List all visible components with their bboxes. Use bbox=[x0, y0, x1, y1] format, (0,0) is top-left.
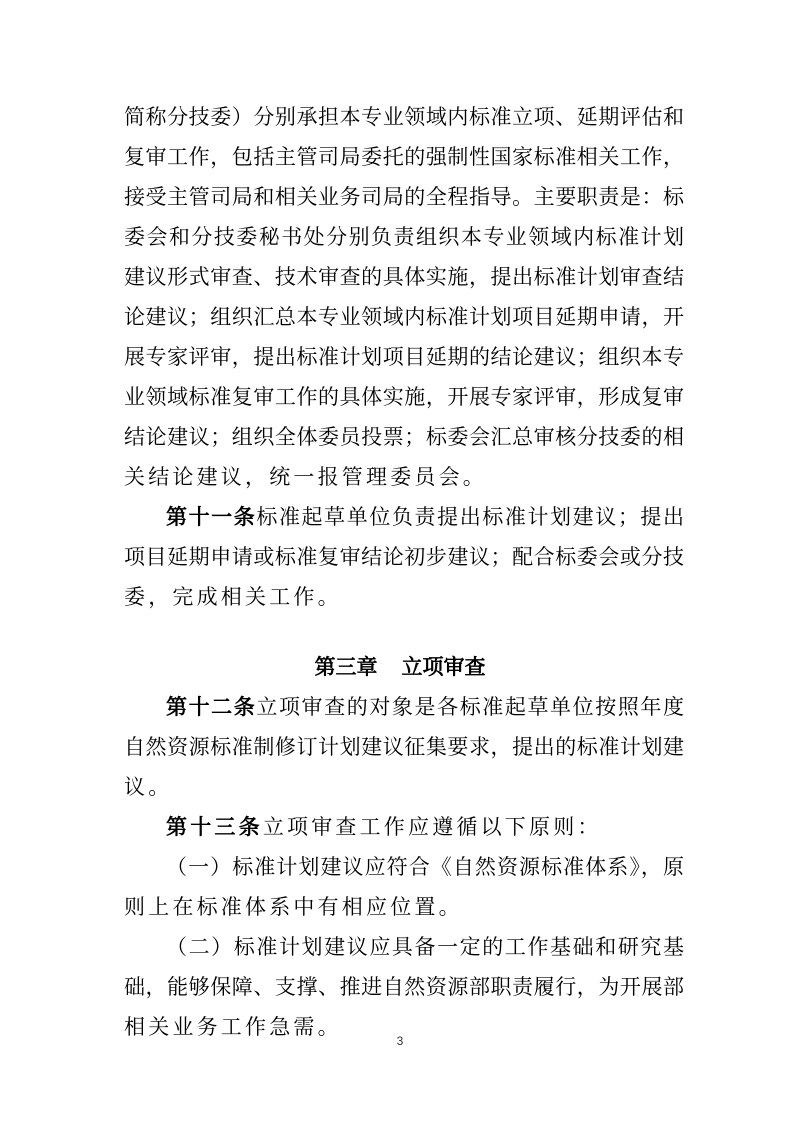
paragraph-line: 委会和分技委秘书处分别负责组织本专业领域内标准计划 bbox=[124, 225, 684, 249]
article-13-heading: 第十三条 bbox=[166, 815, 263, 839]
article-12-heading: 第十二条 bbox=[166, 695, 257, 719]
paragraph-line: 简称分技委）分别承担本专业领域内标准立项、延期评估和 bbox=[124, 105, 684, 129]
paragraph-line: 础，能够保障、支撑、推进自然资源部职责履行，为开展部 bbox=[124, 975, 684, 999]
article-13-first-line bbox=[166, 812, 684, 842]
chapter-title: 立项审查 bbox=[401, 655, 486, 679]
page-number: 3 bbox=[396, 1034, 404, 1048]
paragraph-line: 项目延期申请或标准复审结论初步建议；配合标委会或分技 bbox=[124, 545, 684, 569]
paragraph-line: 论建议；组织汇总本专业领域内标准计划项目延期申请，开 bbox=[124, 305, 684, 329]
paragraph-line: 结论建议；组织全体委员投票；标委会汇总审核分技委的相 bbox=[124, 425, 684, 449]
article-11-heading: 第十一条 bbox=[166, 505, 257, 529]
article-12-first-line bbox=[166, 692, 684, 722]
article-11-text: 标准起草单位负责提出标准计划建议；提出 bbox=[256, 505, 685, 529]
article-12-text: 立项审查的对象是各标准起草单位按照年度 bbox=[256, 695, 685, 719]
article-13-text: 立项审查工作应遵循以下原则： bbox=[262, 815, 602, 839]
paragraph-line: 展专家评审，提出标准计划项目延期的结论建议；组织本专 bbox=[124, 345, 684, 369]
paragraph-line: 议。 bbox=[124, 775, 173, 799]
paragraph-line: 委，完成相关工作。 bbox=[124, 585, 342, 609]
principle-2-first-line: （二）标准计划建议应具备一定的工作基础和研究基 bbox=[166, 935, 684, 959]
paragraph-line: 建议形式审查、技术审查的具体实施，提出标准计划审查结 bbox=[124, 265, 684, 289]
principle-1-first-line: （一）标准计划建议应符合《自然资源标准体系》，原 bbox=[166, 855, 684, 879]
chapter-heading bbox=[0, 652, 800, 682]
paragraph-line: 自然资源标准制修订计划建议征集要求，提出的标准计划建 bbox=[124, 735, 684, 759]
paragraph-line: 复审工作，包括主管司局委托的强制性国家标准相关工作， bbox=[124, 145, 684, 169]
paragraph-line: 关结论建议，统一报管理委员会。 bbox=[124, 465, 487, 489]
paragraph-line: 接受主管司局和相关业务司局的全程指导。主要职责是：标 bbox=[124, 185, 684, 209]
paragraph-line: 则上在标准体系中有相应位置。 bbox=[124, 895, 463, 919]
paragraph-line: 相关业务工作急需。 bbox=[124, 1015, 342, 1039]
chapter-number: 第三章 bbox=[314, 655, 378, 679]
paragraph-line: 业领域标准复审工作的具体实施，开展专家评审，形成复审 bbox=[124, 385, 684, 409]
article-11-first-line bbox=[166, 502, 684, 532]
